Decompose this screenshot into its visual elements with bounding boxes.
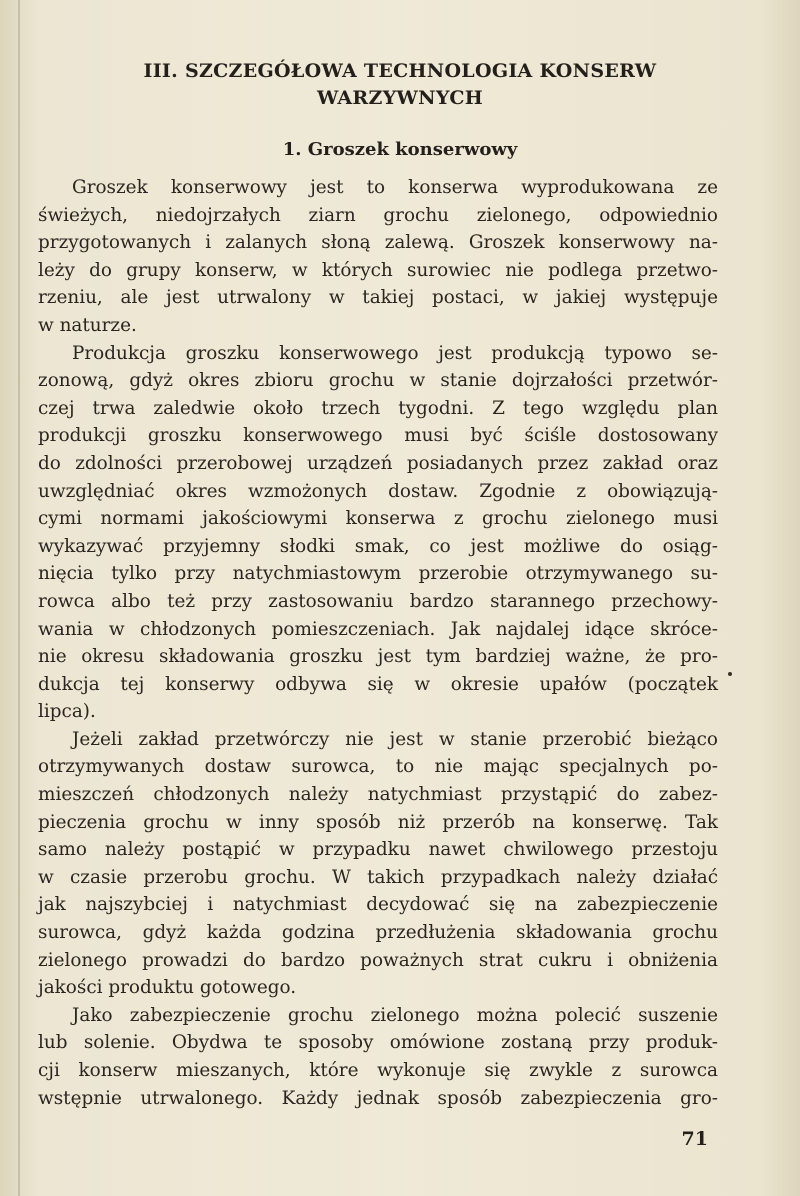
text-line: produkcji groszku konserwowego musi być ściśle dostosowany xyxy=(38,425,718,447)
text-line: pieczenia grochu w inny sposób niż przerób na konserwę. Tak xyxy=(38,811,718,833)
text-line: surowca, gdyż każda godzina przedłużenia składowania grochu xyxy=(38,922,718,944)
text-line: Jako zabezpieczenie grochu zielonego można polecić suszenie xyxy=(72,1004,718,1026)
text-line: przygotowanych i zalanych słoną zalewą. Groszek konserwowy na- xyxy=(38,232,718,254)
text-line: Jeżeli zakład przetwórczy nie jest w stanie przerobić bieżąco xyxy=(72,728,718,750)
text-line: lub solenie. Obydwa te sposoby omówione zostaną przy produk- xyxy=(38,1032,718,1054)
section-title: 1. Groszek konserwowy xyxy=(282,139,518,160)
chapter-title-line-2: WARZYWNYCH xyxy=(316,87,484,109)
text-line: jakości produktu gotowego. xyxy=(38,977,297,999)
text-line: nięcia tylko przy natychmiastowym przerobie otrzymywanego su- xyxy=(38,563,718,585)
text-line: nie okresu składowania groszku jest tym bardziej ważne, że pro- xyxy=(38,646,718,668)
chapter-title xyxy=(60,58,740,112)
text-line: zielonego prowadzi do bardzo poważnych strat cukru i obniżenia xyxy=(38,949,718,971)
text-line: cji konserw mieszanych, które wykonuje się zwykle z surowca xyxy=(38,1060,718,1081)
text-line: jak najszybciej i natychmiast decydować się na zabezpieczenie xyxy=(38,894,718,916)
text-line: Groszek konserwowy jest to konserwa wyprodukowana ze xyxy=(72,177,718,198)
text-line: w czasie przerobu grochu. W takich przypadkach należy działać xyxy=(38,866,718,888)
text-line: wstępnie utrwalonego. Każdy jednak sposób zabezpieczenia gro- xyxy=(38,1087,718,1109)
text-line: rzeniu, ale jest utrwalony w takiej postaci, w jakiej występuje xyxy=(38,287,718,309)
text-line: leży do grupy konserw, w których surowiec nie podlega przetwo- xyxy=(38,259,718,281)
page-number: 71 xyxy=(681,1128,708,1150)
text-line: wania w chłodzonych pomieszczeniach. Jak najdalej idące skróce- xyxy=(38,618,718,640)
text-line: Produkcja groszku konserwowego jest produkcją typowo se- xyxy=(72,342,718,364)
margin-mark xyxy=(728,672,732,676)
text-line: wykazywać przyjemny słodki smak, co jest możliwe do osiąg- xyxy=(38,535,718,557)
text-line: dukcja tej konserwy odbywa się w okresie upałów (początek xyxy=(38,673,718,695)
text-line: rowca albo też przy zastosowaniu bardzo starannego przechowy- xyxy=(38,590,718,612)
text-line: cymi normami jakościowymi konserwa z grochu zielonego musi xyxy=(38,508,718,530)
text-line: mieszczeń chłodzonych należy natychmiast przystąpić do zabez- xyxy=(38,784,718,806)
text-line: lipca). xyxy=(38,701,96,723)
page-gutter xyxy=(18,0,20,1196)
text-line: w naturze. xyxy=(38,314,137,336)
text-line: uwzględniać okres wzmożonych dostaw. Zgodnie z obowiązują- xyxy=(38,480,718,502)
text-line: zonową, gdyż okres zbioru grochu w stanie dojrzałości przetwór- xyxy=(38,370,718,392)
chapter-title-line-1: III. SZCZEGÓŁOWA TECHNOLOGIA KONSERW xyxy=(143,60,657,82)
text-line: czej trwa zaledwie około trzech tygodni. Z tego względu plan xyxy=(38,397,718,419)
text-line: świeżych, niedojrzałych ziarn grochu zielonego, odpowiednio xyxy=(38,204,718,226)
body-text xyxy=(38,174,718,1112)
text-line: otrzymywanych dostaw surowca, to nie mając specjalnych po- xyxy=(38,756,718,778)
text-line: do zdolności przerobowej urządzeń posiadanych przez zakład oraz xyxy=(38,452,718,474)
text-line: samo należy postąpić w przypadku nawet chwilowego przestoju xyxy=(38,839,718,861)
